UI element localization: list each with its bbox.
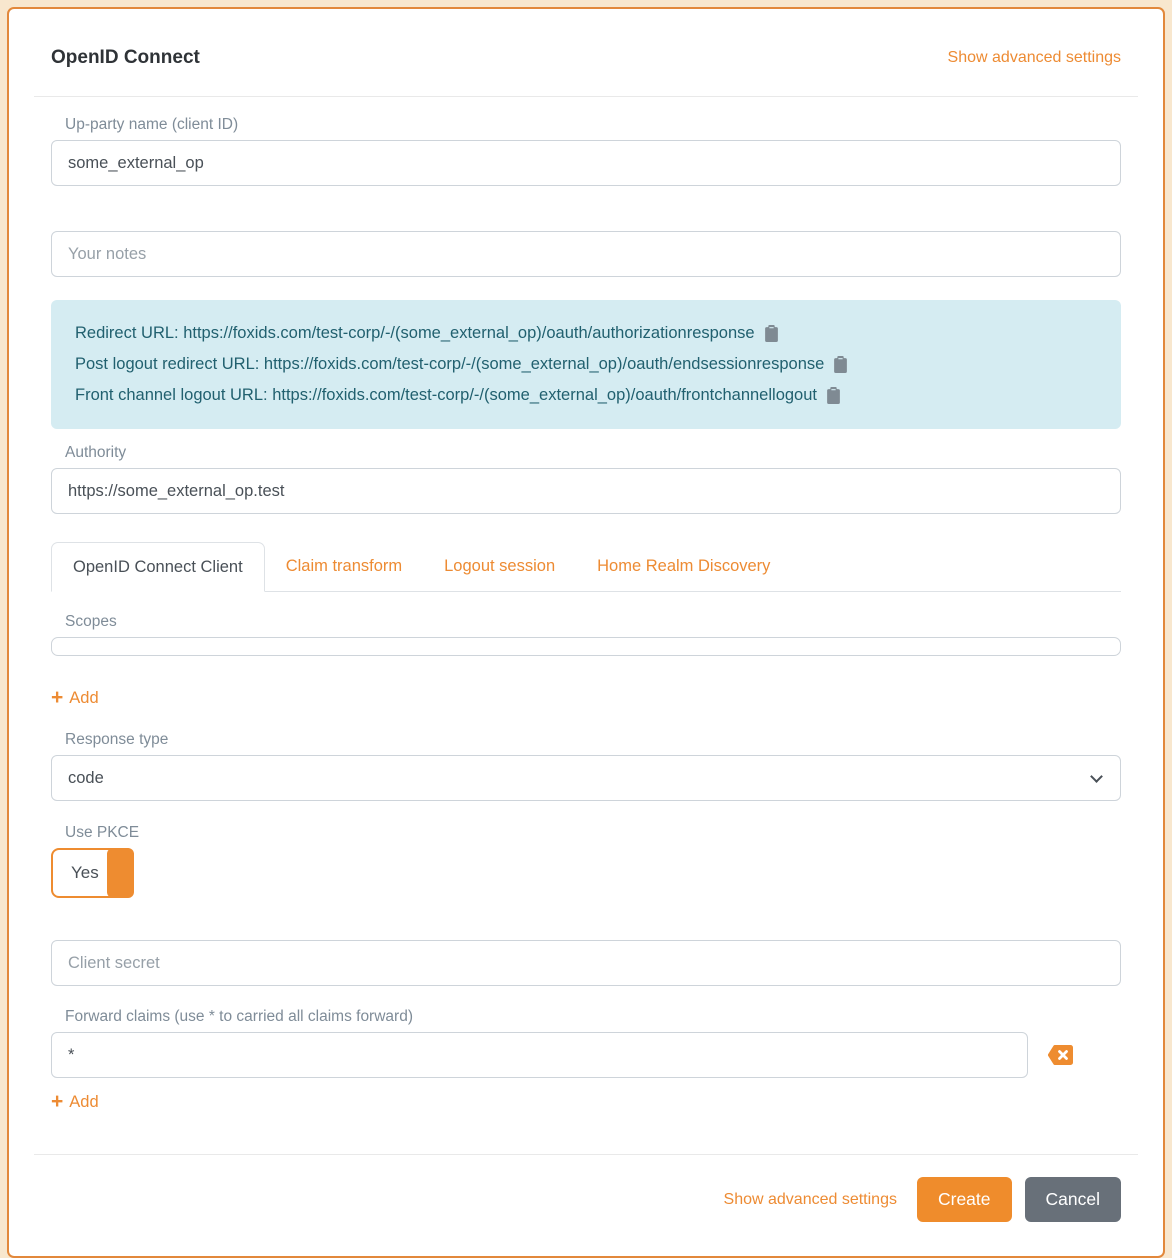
use-pkce-toggle[interactable] <box>51 848 134 898</box>
notes-group <box>51 231 1121 277</box>
authority-group <box>51 443 1121 514</box>
tab-openid-connect-client[interactable]: OpenID Connect Client <box>51 542 265 592</box>
add-scope-label: Add <box>69 688 99 707</box>
scopes-input[interactable] <box>51 637 1121 656</box>
form-body <box>34 115 1138 1114</box>
authority-label: Authority <box>65 444 127 461</box>
up-party-name-input[interactable] <box>51 140 1121 186</box>
forward-claim-row <box>51 1032 1121 1078</box>
show-advanced-settings-top-link[interactable]: Show advanced settings <box>947 49 1121 66</box>
response-type-label: Response type <box>65 731 169 748</box>
client-secret-input[interactable] <box>51 940 1121 986</box>
plus-icon: + <box>51 1090 64 1113</box>
page-title: OpenID Connect <box>51 47 200 68</box>
add-scope-button[interactable] <box>51 686 99 710</box>
client-secret-group <box>51 940 1121 986</box>
tab-bar <box>51 542 1121 592</box>
tab-claim-transform[interactable]: Claim transform <box>285 557 403 575</box>
tab-content-openid-connect-client <box>51 612 1121 1114</box>
scopes-label: Scopes <box>65 613 117 630</box>
panel-header <box>34 45 1138 71</box>
up-party-name-group <box>51 115 1121 186</box>
footer-divider <box>34 1154 1138 1155</box>
footer-actions <box>34 1177 1138 1222</box>
tab-home-realm-discovery[interactable]: Home Realm Discovery <box>597 557 771 575</box>
authority-input[interactable] <box>51 468 1121 514</box>
front-channel-logout-url-text: Front channel logout URL: https://foxids.com/test-corp/-/(some_external_op)/oauth/frontchannellogout <box>75 386 817 404</box>
use-pkce-toggle-state: Yes <box>71 863 99 882</box>
show-advanced-settings-bottom-link[interactable]: Show advanced settings <box>723 1190 897 1208</box>
clipboard-copy-icon[interactable] <box>825 387 842 404</box>
forward-claim-input[interactable] <box>51 1032 1028 1078</box>
header-divider <box>34 96 1138 97</box>
up-party-name-label: Up-party name (client ID) <box>65 116 239 133</box>
plus-icon: + <box>51 686 64 709</box>
create-button[interactable]: Create <box>917 1177 1012 1222</box>
post-logout-redirect-url-line <box>75 349 1097 380</box>
redirect-url-text: Redirect URL: https://foxids.com/test-corp/-/(some_external_op)/oauth/authorizationresponse <box>75 324 755 342</box>
post-logout-redirect-url-text: Post logout redirect URL: https://foxids.com/test-corp/-/(some_external_op)/oauth/endsessionresponse <box>75 355 825 373</box>
response-type-select[interactable] <box>51 755 1121 801</box>
notes-input[interactable] <box>51 231 1121 277</box>
use-pkce-label: Use PKCE <box>65 824 140 841</box>
openid-connect-panel <box>7 7 1165 1258</box>
add-claim-label: Add <box>69 1092 99 1111</box>
front-channel-logout-url-line <box>75 380 1097 411</box>
remove-claim-icon[interactable] <box>1048 1045 1073 1065</box>
redirect-url-line <box>75 318 1097 349</box>
response-type-select-wrap <box>51 755 1121 801</box>
add-claim-button[interactable] <box>51 1090 99 1114</box>
cancel-button[interactable]: Cancel <box>1025 1177 1121 1222</box>
forward-claims-label: Forward claims (use * to carried all claims forward) <box>65 1008 413 1025</box>
clipboard-copy-icon[interactable] <box>832 356 849 373</box>
toggle-knob <box>107 848 134 898</box>
redirect-urls-info-box <box>51 300 1121 429</box>
clipboard-copy-icon[interactable] <box>763 325 780 342</box>
tab-logout-session[interactable]: Logout session <box>444 557 556 575</box>
